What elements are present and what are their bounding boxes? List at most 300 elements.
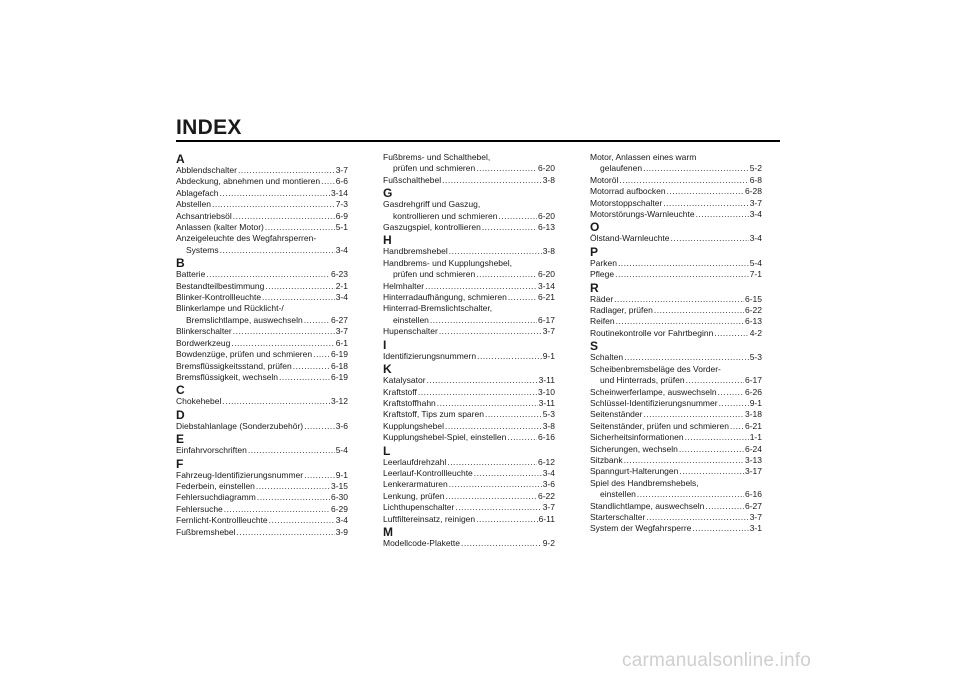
index-letter-heading: O [590, 220, 600, 235]
index-entry[interactable] [383, 432, 555, 443]
index-entry-term: Abdeckung, abnehmen und montieren [176, 176, 321, 187]
index-entry[interactable] [590, 305, 762, 316]
index-entry[interactable] [176, 176, 348, 187]
index-entry-term: Lichthupenschalter [383, 502, 455, 513]
index-entry-page: 3-7 [335, 326, 348, 337]
index-entry-page: 6-16 [537, 432, 555, 443]
dot-leader [692, 523, 748, 534]
index-entry[interactable] [176, 281, 348, 292]
index-entry-page: 7-1 [749, 269, 762, 280]
index-entry[interactable] [383, 468, 555, 479]
index-entry[interactable] [176, 349, 348, 360]
index-entry-term: Kupplungshebel-Spiel, einstellen [383, 432, 507, 443]
dot-leader [685, 432, 749, 443]
index-entry[interactable] [383, 175, 555, 186]
dot-leader [304, 470, 335, 481]
index-entry-page: 6-22 [537, 490, 555, 501]
index-entry-page: 6-27 [744, 500, 762, 511]
index-entry[interactable] [590, 421, 762, 432]
index-entry[interactable] [176, 269, 348, 280]
index-entry-term: Fußschalthebel [383, 174, 442, 185]
index-entry-term: Pflege [590, 269, 615, 280]
dot-leader [220, 188, 330, 199]
dot-leader [718, 387, 744, 398]
index-entry[interactable] [383, 409, 555, 420]
index-entry-page: 6-26 [744, 386, 762, 397]
index-entry-term: einstellen [393, 314, 429, 325]
index-entry-term: Spanngurt-Halterungen [590, 466, 679, 477]
index-entry-page: 6-27 [330, 314, 348, 325]
index-entry[interactable] [383, 351, 555, 362]
dot-leader [439, 326, 542, 337]
index-entry-page: 5-3 [749, 352, 762, 363]
dot-leader [482, 222, 537, 233]
dot-leader [248, 445, 335, 456]
index-letter-heading: D [176, 407, 185, 422]
dot-leader [663, 198, 748, 209]
index-entry-page: 5-1 [335, 222, 348, 233]
index-entry-term: Batterie [176, 269, 206, 280]
index-entry-term: Lenkung, prüfen [383, 490, 445, 501]
dot-leader [476, 269, 537, 280]
index-entry[interactable] [590, 523, 762, 534]
index-entry-term: Bremslichtlampe, auswechseln [186, 314, 303, 325]
index-entry-page: 9-1 [542, 350, 555, 361]
index-entry-page: 3-6 [542, 479, 555, 490]
index-entry[interactable] [383, 281, 555, 292]
index-entry[interactable] [383, 538, 555, 549]
index-entry-page: 9-2 [542, 537, 555, 548]
index-entry-page: 6-8 [749, 174, 762, 185]
index-entry[interactable] [590, 258, 762, 269]
index-entry-page: 3-14 [537, 280, 555, 291]
index-entry[interactable] [176, 527, 348, 538]
dot-leader [714, 328, 748, 339]
index-entry-term: Systems [186, 244, 219, 255]
dot-leader [679, 444, 744, 455]
index-entry-page: 6-13 [537, 222, 555, 233]
index-entry-term: Bordwerkzeug [176, 337, 231, 348]
index-entry-page: 5-2 [749, 163, 762, 174]
index-entry-term: Hinterradaufhängung, schmieren [383, 292, 507, 303]
index-entry-term: Fehlersuche [176, 503, 223, 514]
index-entry-term: Fernlicht-Kontrollleuchte [176, 515, 268, 526]
index-entry-term: Motorstörungs-Warnleuchte [590, 209, 695, 220]
index-entry[interactable] [176, 233, 348, 256]
index-entry-term: prüfen und schmieren [393, 269, 476, 280]
dot-leader [461, 538, 542, 549]
index-letter-heading: B [176, 256, 185, 271]
index-entry-term: Handbremshebel [383, 246, 448, 257]
index-entry[interactable] [176, 492, 348, 503]
index-entry[interactable] [176, 292, 348, 303]
index-entry-page: 5-4 [335, 445, 348, 456]
dot-leader [304, 315, 330, 326]
index-entry[interactable] [176, 470, 348, 481]
dot-leader [615, 269, 749, 280]
index-entry[interactable] [176, 361, 348, 372]
index-entry-page: 3-4 [335, 515, 348, 526]
index-entry[interactable] [383, 479, 555, 490]
dot-leader [425, 281, 537, 292]
index-entry-term: Chokehebel [176, 396, 222, 407]
dot-leader [442, 175, 542, 186]
index-entry-page: 6-21 [744, 420, 762, 431]
index-entry-term: Einfahrvorschriften [176, 445, 247, 456]
index-entry-page: 6-17 [537, 314, 555, 325]
dot-leader [671, 233, 749, 244]
index-entry[interactable] [176, 445, 348, 456]
index-entry-page: 6-12 [537, 456, 555, 467]
index-entry-page: 6-13 [744, 316, 762, 327]
index-entry[interactable] [176, 481, 348, 492]
index-entry-page: 3-8 [542, 174, 555, 185]
dot-leader [616, 316, 744, 327]
dot-leader [624, 455, 744, 466]
index-entry-page: 3-8 [542, 420, 555, 431]
index-entry-term: Kraftstoffhahn [383, 397, 436, 408]
dot-leader [643, 163, 749, 174]
index-entry-term: Abblendschalter [176, 165, 237, 175]
index-entry[interactable] [383, 457, 555, 468]
index-entry-term: einstellen [600, 489, 636, 500]
index-entry[interactable] [176, 222, 348, 233]
dot-leader [485, 409, 542, 420]
dot-leader [507, 432, 537, 443]
index-entry-term: Ölstand-Warnleuchte [590, 233, 670, 244]
dot-leader [304, 421, 335, 432]
index-entry-term: Lenkerarmaturen [383, 479, 448, 490]
index-entry-term: Identifizierungsnummern [383, 350, 477, 361]
index-entry[interactable] [383, 502, 555, 513]
index-letter-heading: A [176, 152, 185, 166]
dot-leader [508, 292, 537, 303]
index-entry[interactable] [176, 504, 348, 515]
index-entry-page: 6-19 [330, 349, 348, 360]
index-entry-term: Motor, Anlassen eines warm [590, 152, 697, 162]
index-entry[interactable] [176, 326, 348, 337]
index-entry-term: Schlüssel-Identifizierungsnummer [590, 397, 718, 408]
index-entry-term: Handbrems- und Kupplungshebel, [383, 257, 513, 268]
dot-leader [646, 512, 748, 523]
index-entry[interactable] [590, 152, 762, 175]
index-entry-term: Bremsflüssigkeit, wechseln [176, 371, 279, 382]
index-entry[interactable] [590, 328, 762, 339]
index-letter-heading: G [383, 186, 393, 201]
index-entry-term: Gasdrehgriff und Gaszug, [383, 199, 481, 210]
dot-leader [445, 491, 537, 502]
index-entry-term: Spiel des Handbremshebels, [590, 477, 699, 488]
dot-leader [447, 457, 537, 468]
index-entry-page: 3-4 [749, 209, 762, 220]
dot-leader [293, 361, 330, 372]
dot-leader [474, 468, 542, 479]
index-entry-page: 6-20 [537, 163, 555, 174]
index-letter-heading: I [383, 337, 387, 352]
index-entry-term: gelaufenen [600, 163, 643, 174]
index-entry-page: 6-23 [330, 269, 348, 280]
index-entry-term: Luftfiltereinsatz, reinigen [383, 513, 476, 524]
index-entry-page: 6-20 [537, 269, 555, 280]
dot-leader [418, 387, 537, 398]
index-entry-page: 3-4 [542, 467, 555, 478]
dot-leader [265, 281, 334, 292]
index-letter-heading: K [383, 362, 392, 377]
dot-leader [222, 396, 330, 407]
index-entry[interactable] [590, 432, 762, 443]
index-entry[interactable] [383, 491, 555, 502]
dot-leader [686, 375, 744, 386]
index-entry[interactable] [176, 396, 348, 407]
index-entry-page: 3-7 [749, 197, 762, 208]
index-entry[interactable] [383, 387, 555, 398]
index-entry-page: 6-28 [744, 186, 762, 197]
index-entry-page: 3-10 [537, 386, 555, 397]
index-entry-page: 6-16 [744, 489, 762, 500]
index-letter-heading: S [590, 339, 599, 354]
dot-leader [437, 398, 538, 409]
index-entry[interactable] [590, 466, 762, 477]
index-entry[interactable] [383, 326, 555, 337]
index-entry[interactable] [176, 515, 348, 526]
index-entry[interactable] [176, 338, 348, 349]
index-entry-page: 6-21 [537, 292, 555, 303]
index-entry-page: 3-7 [335, 165, 348, 175]
index-entry[interactable] [383, 514, 555, 525]
index-entry-term: Federbein, einstellen [176, 480, 255, 491]
index-entry[interactable] [590, 512, 762, 523]
index-letter-heading: L [383, 443, 391, 458]
index-entry-term: Blinkerlampe und Rücklicht-/ [176, 303, 284, 314]
index-entry-term: Radlager, prüfen [590, 305, 653, 316]
index-entry-term: Schalten [590, 352, 624, 363]
index-entry[interactable] [590, 444, 762, 455]
index-entry[interactable] [590, 455, 762, 466]
index-entry-term: Motorstoppschalter [590, 197, 663, 208]
dot-leader [206, 269, 330, 280]
index-entry-page: 5-4 [749, 257, 762, 268]
index-entry-page: 4-2 [749, 327, 762, 338]
dot-leader [445, 421, 542, 432]
dot-leader [705, 501, 744, 512]
index-entry-term: System der Wegfahrsperre [590, 523, 692, 534]
index-entry[interactable] [176, 188, 348, 199]
dot-leader [477, 351, 542, 362]
index-entry-term: Kupplungshebel [383, 420, 444, 431]
index-entry[interactable] [383, 421, 555, 432]
index-entry-page: 6-17 [744, 375, 762, 386]
index-entry-term: Hinterrad-Bremslichtschalter, [383, 303, 493, 314]
dot-leader [498, 211, 537, 222]
index-entry[interactable] [590, 175, 762, 186]
index-entry-term: Scheinwerferlampe, auswechseln [590, 386, 717, 397]
index-entry-term: Räder [590, 293, 614, 304]
index-entry[interactable] [590, 352, 762, 363]
index-entry[interactable] [590, 409, 762, 420]
index-entry-page: 6-19 [330, 371, 348, 382]
index-entry-page: 3-4 [335, 292, 348, 303]
index-letter-heading: R [590, 280, 599, 295]
dot-leader [233, 211, 335, 222]
index-entry[interactable] [383, 222, 555, 233]
index-entry-term: Abstellen [176, 199, 211, 210]
index-entry-term: Anlassen (kalter Motor) [176, 222, 264, 233]
index-entry[interactable] [590, 478, 762, 501]
dot-leader [667, 186, 744, 197]
index-letter-heading: C [176, 383, 185, 398]
index-entry[interactable] [590, 233, 762, 244]
index-entry[interactable] [590, 186, 762, 197]
index-letter-heading: F [176, 456, 184, 471]
dot-leader [321, 176, 335, 187]
index-entry-term: Fußbrems- und Schalthebel, [383, 152, 491, 162]
index-entry[interactable] [590, 198, 762, 209]
index-entry-term: kontrollieren und schmieren [393, 210, 498, 221]
dot-leader [257, 492, 330, 503]
index-entry-term: prüfen und schmieren [393, 163, 476, 174]
index-entry[interactable] [176, 303, 348, 326]
index-entry[interactable] [383, 398, 555, 409]
dot-leader [643, 409, 744, 420]
index-entry-page: 3-7 [542, 326, 555, 337]
dot-leader [224, 504, 330, 515]
dot-leader [237, 527, 335, 538]
index-entry[interactable] [590, 209, 762, 220]
index-entry-term: Seitenständer [590, 409, 643, 420]
index-entry-page: 3-1 [749, 523, 762, 534]
index-entry-term: Seitenständer, prüfen und schmieren [590, 420, 729, 431]
index-entry-term: Fußbremshebel [176, 526, 236, 537]
index-entry-page: 9-1 [749, 397, 762, 408]
index-entry-term: Scheibenbremsbeläge des Vorder- [590, 363, 721, 374]
dot-leader [614, 294, 744, 305]
dot-leader [212, 199, 335, 210]
index-entry-term: Gaszugspiel, kontrollieren [383, 222, 481, 233]
index-entry-term: Sicherheitsinformationen [590, 432, 684, 443]
index-entry[interactable] [176, 372, 348, 383]
index-entry-term: Hupenschalter [383, 326, 438, 337]
index-entry-term: Fehlersuchdiagramm [176, 492, 256, 503]
dot-leader [730, 421, 744, 432]
index-entry[interactable] [176, 165, 348, 176]
index-entry-term: Routinekontrolle vor Fahrtbeginn [590, 327, 714, 338]
index-entry[interactable] [383, 199, 555, 222]
index-entry-term: Reifen [590, 316, 615, 327]
index-entry-term: Parken [590, 257, 617, 268]
index-entry-page: 6-18 [330, 360, 348, 371]
index-entry-term: Anzeigeleuchte des Wegfahrsperren- [176, 233, 317, 244]
dot-leader [233, 326, 335, 337]
dot-leader [619, 175, 748, 186]
index-entry-term: Diebstahlanlage (Sonderzubehör) [176, 420, 304, 431]
index-entry[interactable] [176, 421, 348, 432]
index-column-1 [176, 152, 348, 538]
index-entry[interactable] [383, 152, 555, 175]
index-entry-page: 6-20 [537, 210, 555, 221]
dot-leader [279, 372, 330, 383]
index-letter-heading: P [590, 244, 599, 259]
index-entry-term: Fahrzeug-Identifizierungsnummer [176, 469, 304, 480]
index-entry[interactable] [590, 501, 762, 512]
index-entry-page: 6-6 [335, 176, 348, 187]
index-entry-term: Leerlaufdrehzahl [383, 456, 447, 467]
dot-leader [430, 315, 537, 326]
dot-leader [449, 479, 542, 490]
index-entry[interactable] [383, 375, 555, 386]
index-entry[interactable] [590, 387, 762, 398]
index-column-2 [383, 152, 555, 549]
watermark-text: carmanualsonline.info [622, 650, 812, 671]
index-entry-page: 3-14 [330, 187, 348, 198]
index-entry[interactable] [176, 211, 348, 222]
index-entry-page: 7-3 [335, 199, 348, 210]
index-entry-page: 3-15 [330, 480, 348, 491]
index-entry[interactable] [590, 294, 762, 305]
index-entry-page: 3-17 [744, 466, 762, 477]
index-entry[interactable] [590, 364, 762, 387]
index-entry[interactable] [590, 269, 762, 280]
index-entry[interactable] [590, 316, 762, 327]
index-entry-page: 3-6 [335, 420, 348, 431]
dot-leader [231, 338, 334, 349]
dot-leader [269, 515, 335, 526]
index-entry[interactable] [383, 246, 555, 257]
index-letter-heading: E [176, 432, 185, 447]
index-letter-heading: H [383, 233, 392, 248]
dot-leader [476, 514, 537, 525]
index-entry[interactable] [590, 398, 762, 409]
index-entry-term: Modellcode-Plakette [383, 537, 461, 548]
index-entry-page: 6-22 [744, 305, 762, 316]
index-entry-term: Helmhalter [383, 280, 425, 291]
index-entry[interactable] [383, 258, 555, 281]
page-title: INDEX [176, 116, 242, 139]
index-entry-page: 6-1 [335, 337, 348, 348]
index-entry-term: Sitzbank [590, 454, 623, 465]
index-entry-term: Sicherungen, wechseln [590, 443, 678, 454]
index-entry-term: Ablagefach [176, 187, 219, 198]
dot-leader [262, 292, 335, 303]
index-letter-heading: M [383, 524, 393, 539]
index-entry-term: Bremsflüssigkeitsstand, prüfen [176, 360, 292, 371]
index-entry-page: 3-11 [538, 375, 555, 386]
dot-leader [637, 489, 744, 500]
index-entry-page: 3-13 [744, 454, 762, 465]
index-entry-page: 6-11 [538, 513, 555, 524]
index-entry-term: Blinkerschalter [176, 326, 232, 337]
dot-leader [618, 258, 749, 269]
dot-leader [220, 245, 335, 256]
index-entry-page: 5-3 [542, 409, 555, 420]
index-entry-term: Bestandteilbestimmung [176, 280, 265, 291]
dot-leader [427, 375, 538, 386]
index-entry-term: Bowdenzüge, prüfen und schmieren [176, 349, 313, 360]
dot-leader [449, 246, 542, 257]
index-entry[interactable] [383, 292, 555, 303]
index-entry-term: Blinker-Kontrollleuchte [176, 292, 262, 303]
index-entry-page: 3-4 [749, 233, 762, 244]
index-entry-page: 3-7 [542, 502, 555, 513]
index-entry[interactable] [176, 199, 348, 210]
index-entry-term: Kraftstoff [383, 386, 417, 397]
index-entry-page: 3-12 [330, 396, 348, 407]
index-entry-page: 3-8 [542, 246, 555, 257]
index-entry[interactable] [383, 303, 555, 326]
index-entry-term: Kraftstoff, Tips zum sparen [383, 409, 484, 420]
index-entry-page: 6-9 [335, 210, 348, 221]
index-entry-term: Motorrad aufbocken [590, 186, 666, 197]
index-column-3 [590, 152, 762, 535]
